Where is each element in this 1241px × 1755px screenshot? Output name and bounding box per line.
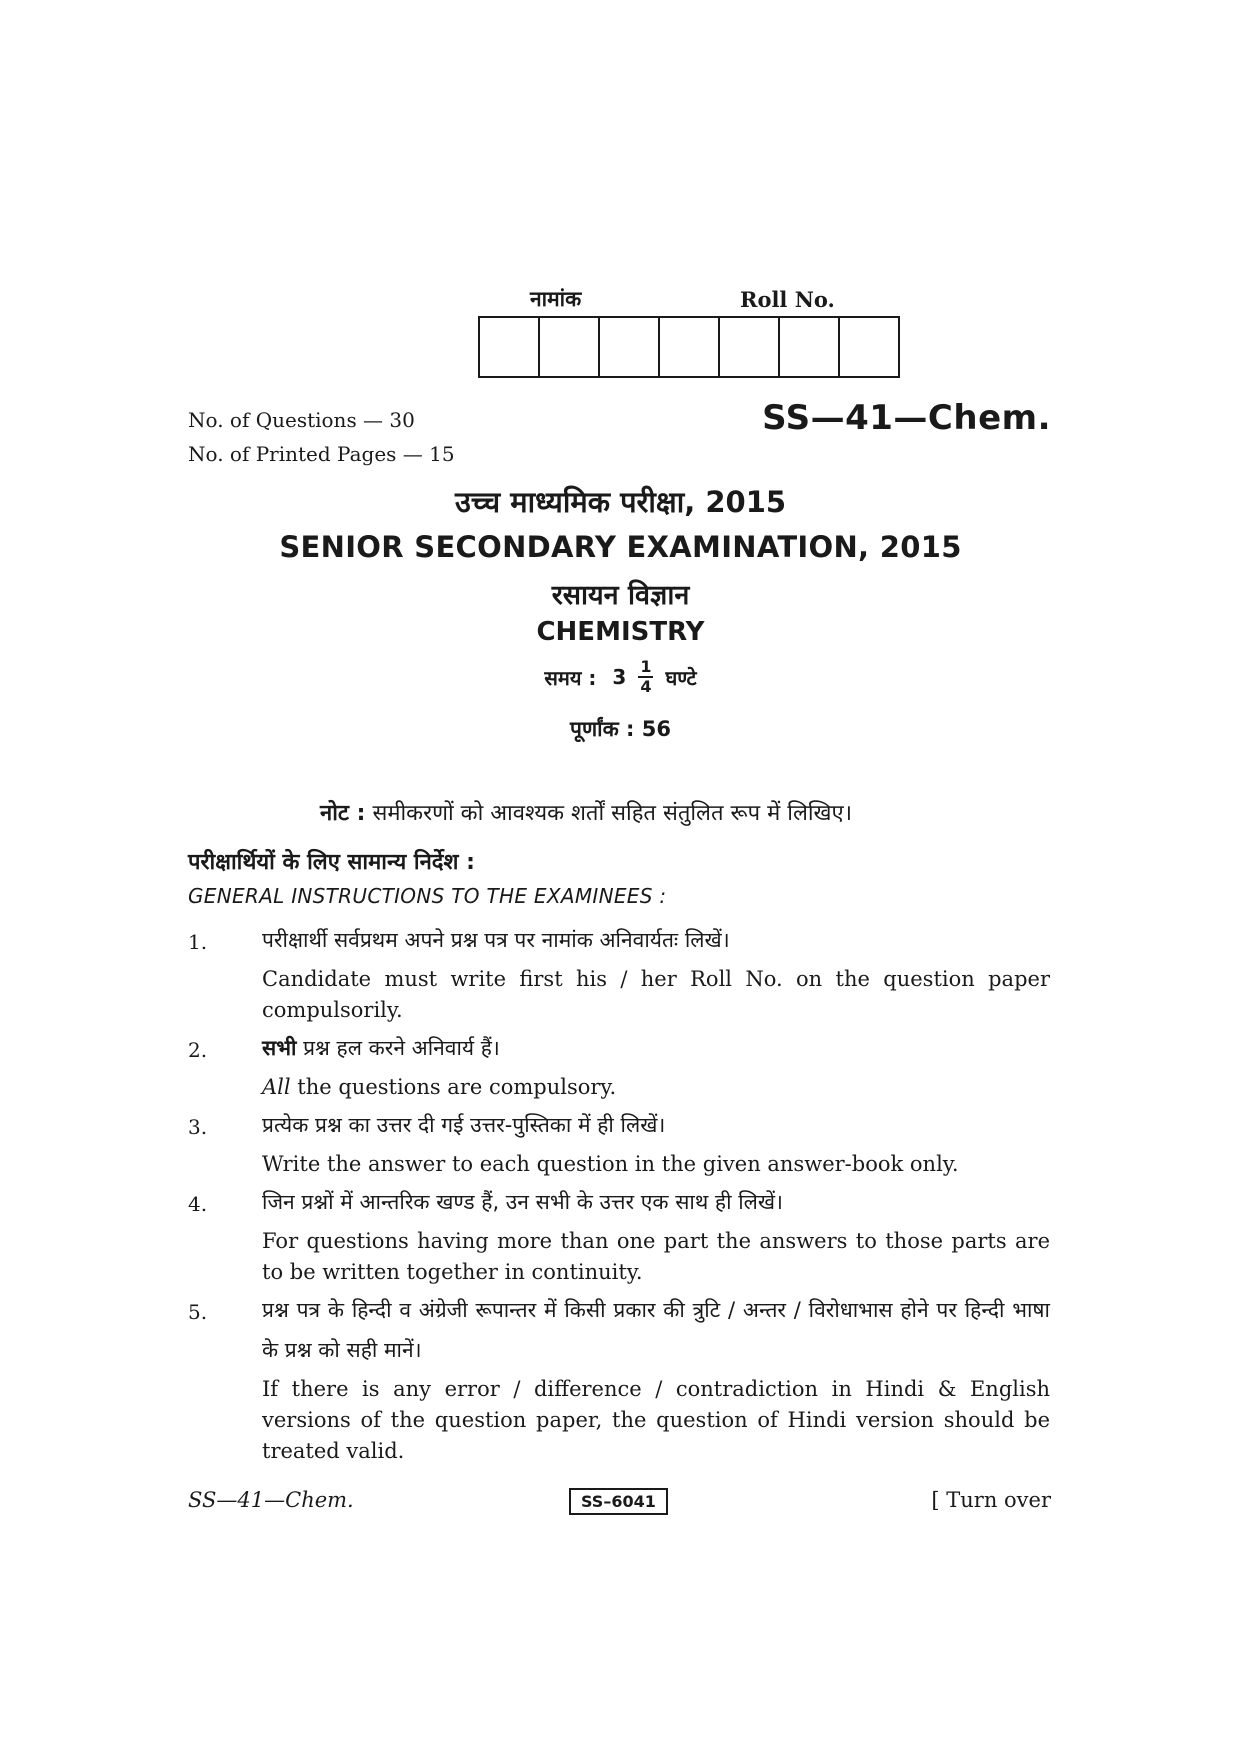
- paper-code: SS—41—Chem.: [762, 398, 1051, 438]
- turn-over-label: [ Turn over: [931, 1488, 1051, 1512]
- instruction-english: For questions having more than one part the answers to those parts are to be written together in continuity.: [262, 1229, 1050, 1284]
- note: [320, 797, 852, 827]
- subject-english: CHEMISTRY: [536, 617, 705, 647]
- exam-title-english: SENIOR SECONDARY EXAMINATION, 2015: [279, 530, 962, 564]
- roll-digit-box[interactable]: [720, 318, 780, 376]
- roll-number-boxes: [478, 316, 900, 378]
- roll-digit-box[interactable]: [480, 318, 540, 376]
- time-whole: 3: [612, 665, 627, 689]
- instructions-heading-english: GENERAL INSTRUCTIONS TO THE EXAMINEES :: [188, 884, 667, 908]
- instruction-number: 5.: [188, 1300, 208, 1324]
- instruction-item: [188, 1028, 1050, 1103]
- roll-digit-box[interactable]: [660, 318, 720, 376]
- instruction-english-italic: All: [262, 1075, 291, 1099]
- roll-digit-box[interactable]: [600, 318, 660, 376]
- instruction-english: Write the answer to each question in the given answer-book only.: [262, 1152, 959, 1176]
- note-label: नोट :: [320, 801, 366, 826]
- instruction-number: 2.: [188, 1038, 208, 1062]
- instruction-hindi-bold: सभी: [262, 1036, 297, 1060]
- instruction-item: [188, 1105, 1050, 1180]
- roll-number-labels: [478, 285, 898, 315]
- roll-digit-box[interactable]: [780, 318, 840, 376]
- max-marks: पूर्णांक : 56: [570, 717, 671, 741]
- roll-label-english: Roll No.: [740, 287, 835, 312]
- instruction-hindi: प्रश्न पत्र के हिन्दी व अंग्रेजी रूपान्तर में किसी प्रकार की त्रुटि / अन्तर / विरोधाभास होने पर हिन्दी भाषा के प्रश्न को सही मानें।: [262, 1298, 1050, 1362]
- instruction-item: [188, 920, 1050, 1026]
- instruction-number: 3.: [188, 1115, 208, 1139]
- instruction-item: [188, 1290, 1050, 1467]
- time-fraction: [638, 658, 653, 696]
- instructions-heading-hindi: परीक्षार्थियों के लिए सामान्य निर्देश :: [188, 850, 475, 875]
- time-unit: घण्टे: [665, 665, 697, 690]
- instruction-hindi: जिन प्रश्नों में आन्तरिक खण्ड हैं, उन सभी के उत्तर एक साथ ही लिखें।: [262, 1190, 784, 1214]
- instruction-hindi-rest: प्रश्न हल करने अनिवार्य हैं।: [296, 1036, 500, 1060]
- instruction-english-rest: the questions are compulsory.: [290, 1075, 617, 1099]
- page-count: No. of Printed Pages — 15: [188, 442, 455, 466]
- roll-digit-box[interactable]: [840, 318, 898, 376]
- footer-series-code: SS–6041: [569, 1488, 668, 1515]
- instruction-hindi: प्रत्येक प्रश्न का उत्तर दी गई उत्तर-पुस्तिका में ही लिखें।: [262, 1113, 666, 1137]
- question-count: No. of Questions — 30: [188, 408, 415, 432]
- subject-hindi: रसायन विज्ञान: [551, 580, 690, 611]
- instruction-number: 4.: [188, 1192, 208, 1216]
- footer-paper-code: SS—41—Chem.: [188, 1488, 354, 1512]
- instruction-english: [262, 1072, 1050, 1103]
- instruction-hindi: [262, 1028, 1050, 1068]
- time-numerator: 1: [640, 657, 652, 676]
- time-label: समय :: [544, 665, 597, 690]
- instruction-hindi: परीक्षार्थी सर्वप्रथम अपने प्रश्न पत्र पर नामांक अनिवार्यतः लिखें।: [262, 928, 730, 952]
- instruction-english: If there is any error / difference / contradiction in Hindi & English versions of the question paper, the question of Hindi version should be treated valid.: [262, 1377, 1050, 1463]
- instruction-english: Candidate must write first his / her Roll No. on the question paper compulsorily.: [262, 967, 1050, 1022]
- instruction-item: [188, 1182, 1050, 1288]
- time-allowed: [0, 658, 1241, 696]
- exam-title-hindi: उच्च माध्यमिक परीक्षा, 2015: [454, 485, 787, 519]
- roll-digit-box[interactable]: [540, 318, 600, 376]
- roll-label-hindi: नामांक: [530, 287, 582, 311]
- note-text: समीकरणों को आवश्यक शर्तों सहित संतुलित रूप में लिखिए।: [372, 801, 853, 826]
- instruction-number: 1.: [188, 930, 208, 954]
- time-denominator: 4: [640, 677, 652, 696]
